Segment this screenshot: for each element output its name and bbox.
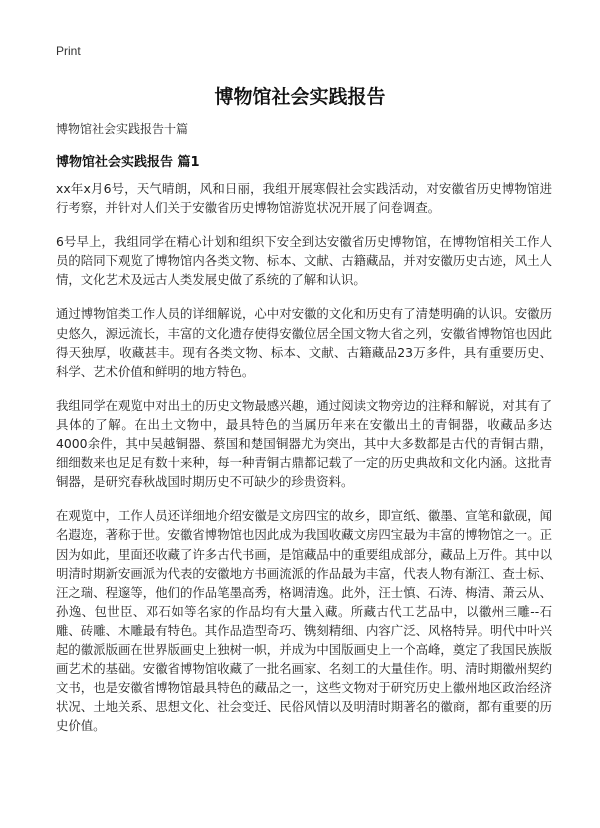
document-subtitle: 博物馆社会实践报告十篇	[56, 122, 189, 136]
paragraph: 通过博物馆类工作人员的详细解说，心中对安徽的文化和历史有了清楚明确的认识。安徽历史悠久，源远流长，丰富的文化遗存使得安徽位居全国文物大省之列，安徽省博物馆也因此得天独厚，收藏甚丰。现有各类文物、标本、文献、古籍藏品23万多件，具有重要历史、科学、艺术价值和鲜明的地方特色。	[56, 306, 552, 379]
paragraph: 我组同学在观览中对出土的历史文物最感兴趣，通过阅读文物旁边的注释和解说，对其有了具体的了解。在出土文物中，最具特色的当属历年来在安徽出土的青铜器，收藏品多达4000余件，其中吴越铜器、蔡国和楚国铜器尤为突出，其中大多数都是古代的青铜古鼎，细细数来也足足有数十来种，每一种青铜古鼎都记载了一定的历史典故和文化内涵。这批青铜器，是研究春秋战国时期历史不可缺少的珍贵资料。	[56, 397, 552, 490]
section-heading: 博物馆社会实践报告 篇1	[56, 155, 200, 170]
page-title: 博物馆社会实践报告	[214, 86, 386, 108]
article-body	[56, 179, 552, 750]
paragraph: 6号早上，我组同学在精心计划和组织下安全到达安徽省历史博物馆，在博物馆相关工作人员的陪同下观览了博物馆内各类文物、标本、文献、古籍藏品，并对安徽历史古迹，风土人情，文化艺术及远古人类发展史做了系统的了解和认识。	[56, 234, 552, 288]
paragraph: 在观览中，工作人员还详细地介绍安徽是文房四宝的故乡，即宣纸、徽墨、宣笔和歙砚，闻名遐迩，著称于世。安徽省博物馆也因此成为我国收藏文房四宝最为丰富的博物馆之一。正因为如此，里面还收藏了许多古代书画，是馆藏品中的重要组成部分，藏品上万件。其中以明清时期新安画派为代表的安徽地方书画流派的作品最为丰富，代表人物有渐江、查士标、汪之瑞、程邃等，他们的作品笔墨高秀，格调清逸。此外，汪士慎、石涛、梅清、萧云从、孙逸、包世臣、邓石如等名家的作品均有大量入藏。所藏古代工艺品中，以徽州三雕--石雕、砖雕、木雕最有特色。其作品造型奇巧、镌刻精细、内容广泛、风格特异。明代中叶兴起的徽派版画在世界版画史上独树一帜，并成为中国版画史上一个高峰，奠定了我国民族版画艺术的基础。安徽省博物馆收藏了一批名画家、名刻工的大量佳作。明、清时期徽州契约文书，也是安徽省博物馆最具特色的藏品之一，这些文物对于研究历史上徽州地区政治经济状况、土地关系、思想文化、社会变迁、民俗风情以及明清时期著名的徽商，都有重要的历史价值。	[56, 508, 552, 734]
paragraph: xx年x月6号，天气晴朗，风和日丽，我组开展寒假社会实践活动，对安徽省历史博物馆进行考察，并针对人们关于安徽省历史博物馆游览状况开展了问卷调查。	[56, 181, 552, 216]
print-link[interactable]: Print	[56, 44, 81, 58]
